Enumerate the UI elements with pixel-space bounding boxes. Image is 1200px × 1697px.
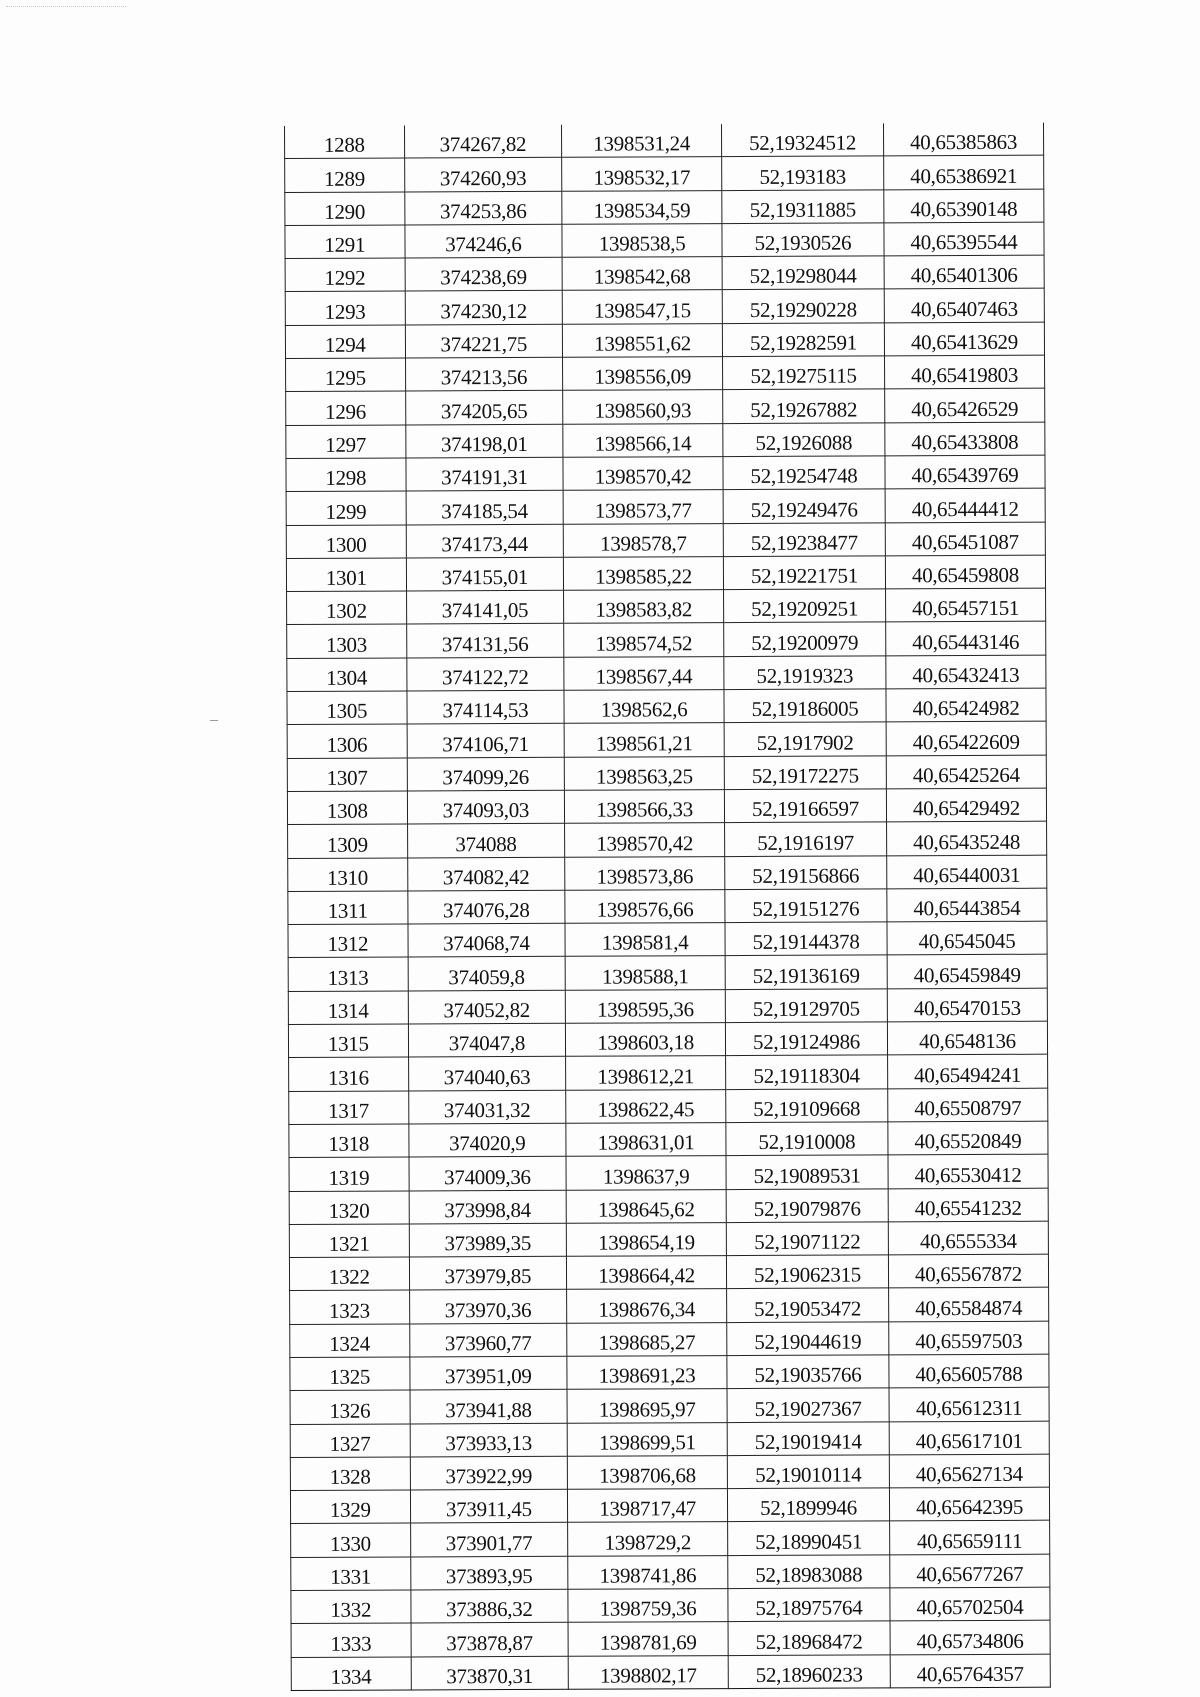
table-row — [286, 355, 1045, 392]
point-number-cell: 1333 — [291, 1623, 411, 1657]
point-number-cell: 1288 — [285, 125, 405, 158]
latitude-cell: 52,19124986 — [725, 1022, 887, 1056]
latitude-cell: 52,19311885 — [722, 189, 884, 223]
x-coordinate-cell: 374114,53 — [406, 690, 564, 724]
x-coordinate-cell: 374031,32 — [408, 1090, 566, 1124]
x-coordinate-cell: 373989,35 — [409, 1223, 567, 1257]
y-coordinate-cell: 1398603,18 — [566, 1023, 726, 1057]
longitude-cell: 40,65764357 — [890, 1654, 1050, 1688]
longitude-cell: 40,65413629 — [884, 322, 1044, 356]
header-scan-mark — [6, 6, 126, 13]
longitude-cell: 40,65433808 — [885, 422, 1045, 456]
x-coordinate-cell: 374246,6 — [404, 224, 562, 258]
latitude-cell: 52,19186005 — [724, 689, 886, 723]
x-coordinate-cell: 374131,56 — [406, 624, 564, 658]
x-coordinate-cell: 374238,69 — [405, 257, 563, 291]
latitude-cell: 52,19166597 — [724, 789, 886, 823]
point-number-cell: 1329 — [290, 1490, 410, 1524]
table-row — [285, 155, 1044, 192]
longitude-cell: 40,65395544 — [884, 222, 1044, 256]
y-coordinate-cell: 1398560,93 — [563, 390, 723, 424]
x-coordinate-cell: 373870,31 — [411, 1656, 569, 1690]
margin-mark — [210, 720, 218, 721]
point-number-cell: 1324 — [290, 1324, 410, 1358]
y-coordinate-cell: 1398717,47 — [568, 1489, 728, 1523]
table-row — [289, 1221, 1048, 1258]
point-number-cell: 1293 — [285, 291, 405, 325]
longitude-cell: 40,65567872 — [888, 1254, 1048, 1288]
point-number-cell: 1301 — [286, 558, 406, 592]
y-coordinate-cell: 1398781,69 — [568, 1622, 728, 1656]
x-coordinate-cell: 374230,12 — [405, 291, 563, 325]
longitude-cell: 40,65432413 — [886, 655, 1046, 689]
table-row — [287, 788, 1046, 825]
latitude-cell: 52,1930526 — [722, 223, 884, 257]
y-coordinate-cell: 1398562,6 — [564, 690, 724, 724]
x-coordinate-cell: 374082,42 — [407, 857, 565, 891]
y-coordinate-cell: 1398588,1 — [565, 956, 725, 990]
latitude-cell: 52,19136169 — [725, 955, 887, 989]
latitude-cell: 52,1899946 — [727, 1488, 889, 1522]
point-number-cell: 1311 — [288, 891, 408, 925]
point-number-cell: 1328 — [290, 1457, 410, 1491]
x-coordinate-cell: 374267,82 — [404, 125, 562, 158]
table-row — [285, 123, 1044, 159]
longitude-cell: 40,65425264 — [886, 755, 1046, 789]
y-coordinate-cell: 1398574,52 — [564, 623, 724, 657]
longitude-cell: 40,65444412 — [885, 488, 1045, 522]
point-number-cell: 1307 — [287, 758, 407, 792]
table-row — [288, 955, 1047, 992]
latitude-cell: 52,18975764 — [728, 1588, 890, 1622]
y-coordinate-cell: 1398573,86 — [565, 856, 725, 890]
latitude-cell: 52,19071122 — [726, 1222, 888, 1256]
longitude-cell: 40,65470153 — [887, 988, 1047, 1022]
point-number-cell: 1290 — [285, 192, 405, 226]
table-row — [289, 1088, 1048, 1125]
table-row — [286, 488, 1045, 525]
y-coordinate-cell: 1398664,42 — [567, 1256, 727, 1290]
latitude-cell: 52,19118304 — [726, 1055, 888, 1089]
y-coordinate-cell: 1398585,22 — [564, 556, 724, 590]
longitude-cell: 40,65627134 — [889, 1454, 1049, 1488]
y-coordinate-cell: 1398570,42 — [563, 457, 723, 491]
point-number-cell: 1303 — [287, 624, 407, 658]
table-row — [287, 622, 1046, 659]
y-coordinate-cell: 1398531,24 — [562, 124, 722, 157]
point-number-cell: 1310 — [288, 858, 408, 892]
longitude-cell: 40,65390148 — [884, 189, 1044, 223]
point-number-cell: 1304 — [287, 658, 407, 692]
x-coordinate-cell: 373960,77 — [409, 1323, 567, 1357]
longitude-cell: 40,65451087 — [885, 522, 1045, 556]
x-coordinate-cell: 374155,01 — [406, 557, 564, 591]
y-coordinate-cell: 1398566,14 — [563, 423, 723, 457]
y-coordinate-cell: 1398622,45 — [566, 1089, 726, 1123]
point-number-cell: 1316 — [289, 1057, 409, 1091]
y-coordinate-cell: 1398699,51 — [567, 1422, 727, 1456]
y-coordinate-cell: 1398570,42 — [565, 823, 725, 857]
point-number-cell: 1306 — [287, 724, 407, 758]
longitude-cell: 40,65443854 — [887, 888, 1047, 922]
table-row — [291, 1587, 1050, 1624]
latitude-cell: 52,1916197 — [725, 822, 887, 856]
y-coordinate-cell: 1398556,09 — [563, 357, 723, 391]
latitude-cell: 52,19027367 — [727, 1388, 889, 1422]
x-coordinate-cell: 373922,99 — [410, 1456, 568, 1490]
y-coordinate-cell: 1398534,59 — [562, 190, 722, 224]
table-row — [290, 1454, 1049, 1491]
point-number-cell: 1327 — [290, 1424, 410, 1458]
y-coordinate-cell: 1398631,01 — [566, 1122, 726, 1156]
point-number-cell: 1289 — [285, 158, 405, 192]
longitude-cell: 40,65530412 — [888, 1154, 1048, 1188]
x-coordinate-cell: 374009,36 — [409, 1156, 567, 1190]
point-number-cell: 1325 — [290, 1357, 410, 1391]
longitude-cell: 40,65597503 — [889, 1321, 1049, 1355]
x-coordinate-cell: 374059,8 — [408, 957, 566, 991]
latitude-cell: 52,19053472 — [727, 1288, 889, 1322]
point-number-cell: 1313 — [288, 957, 408, 991]
longitude-cell: 40,65426529 — [885, 389, 1045, 423]
longitude-cell: 40,6555334 — [888, 1221, 1048, 1255]
y-coordinate-cell: 1398547,15 — [562, 290, 722, 324]
table-row — [291, 1621, 1050, 1658]
table-row — [289, 1121, 1048, 1158]
y-coordinate-cell: 1398695,97 — [567, 1389, 727, 1423]
latitude-cell: 52,19324512 — [721, 123, 883, 157]
longitude-cell: 40,65457151 — [885, 588, 1045, 622]
x-coordinate-cell: 373979,85 — [409, 1256, 567, 1290]
point-number-cell: 1323 — [290, 1290, 410, 1324]
x-coordinate-cell: 374173,44 — [406, 524, 564, 558]
latitude-cell: 52,1917902 — [724, 722, 886, 756]
latitude-cell: 52,19275115 — [722, 356, 884, 390]
longitude-cell: 40,65407463 — [884, 289, 1044, 323]
table-row — [287, 755, 1046, 792]
latitude-cell: 52,18968472 — [728, 1621, 890, 1655]
longitude-cell: 40,65541232 — [888, 1188, 1048, 1222]
y-coordinate-cell: 1398691,23 — [567, 1356, 727, 1390]
y-coordinate-cell: 1398685,27 — [567, 1322, 727, 1356]
latitude-cell: 52,1910008 — [726, 1122, 888, 1156]
table-row — [288, 1021, 1047, 1058]
y-coordinate-cell: 1398578,7 — [563, 523, 723, 557]
table-row — [289, 1188, 1048, 1225]
longitude-cell: 40,65605788 — [889, 1354, 1049, 1388]
table-row — [286, 455, 1045, 492]
y-coordinate-cell: 1398741,86 — [568, 1555, 728, 1589]
x-coordinate-cell: 374020,9 — [408, 1123, 566, 1157]
y-coordinate-cell: 1398532,17 — [562, 157, 722, 191]
y-coordinate-cell: 1398637,9 — [566, 1156, 726, 1190]
longitude-cell: 40,65677267 — [890, 1554, 1050, 1588]
table-row — [285, 189, 1044, 226]
point-number-cell: 1330 — [291, 1523, 411, 1557]
x-coordinate-cell: 374068,74 — [407, 923, 565, 957]
table-row — [289, 1054, 1048, 1091]
longitude-cell: 40,65401306 — [884, 255, 1044, 289]
latitude-cell: 52,19109668 — [726, 1088, 888, 1122]
table-row — [290, 1487, 1049, 1524]
longitude-cell: 40,65422609 — [886, 722, 1046, 756]
table-row — [288, 821, 1047, 858]
longitude-cell: 40,65612311 — [889, 1387, 1049, 1421]
latitude-cell: 52,19238477 — [723, 522, 885, 556]
latitude-cell: 52,19172275 — [724, 756, 886, 790]
x-coordinate-cell: 373951,09 — [409, 1356, 567, 1390]
point-number-cell: 1300 — [286, 525, 406, 559]
longitude-cell: 40,65659111 — [890, 1521, 1050, 1555]
y-coordinate-cell: 1398538,5 — [562, 223, 722, 257]
x-coordinate-cell: 374093,03 — [407, 790, 565, 824]
y-coordinate-cell: 1398706,68 — [567, 1455, 727, 1489]
point-number-cell: 1295 — [286, 358, 406, 392]
longitude-cell: 40,65459849 — [887, 955, 1047, 989]
table-row — [289, 1154, 1048, 1191]
x-coordinate-cell: 374185,54 — [406, 491, 564, 525]
x-coordinate-cell: 374122,72 — [406, 657, 564, 691]
latitude-cell: 52,19156866 — [725, 855, 887, 889]
longitude-cell: 40,6545045 — [887, 921, 1047, 955]
point-number-cell: 1318 — [289, 1124, 409, 1158]
longitude-cell: 40,65419803 — [884, 355, 1044, 389]
x-coordinate-cell: 373970,36 — [409, 1290, 567, 1324]
point-number-cell: 1299 — [286, 491, 406, 525]
x-coordinate-cell: 374106,71 — [407, 724, 565, 758]
longitude-cell: 40,65734806 — [890, 1621, 1050, 1655]
longitude-cell: 40,65435248 — [886, 821, 1046, 855]
table-row — [288, 888, 1047, 925]
table-row — [286, 555, 1045, 592]
y-coordinate-cell: 1398645,62 — [566, 1189, 726, 1223]
latitude-cell: 52,18983088 — [728, 1555, 890, 1589]
table-row — [290, 1321, 1049, 1358]
latitude-cell: 52,19282591 — [722, 323, 884, 357]
table-row — [290, 1354, 1049, 1391]
y-coordinate-cell: 1398759,36 — [568, 1589, 728, 1623]
x-coordinate-cell: 373901,77 — [410, 1523, 568, 1557]
point-number-cell: 1331 — [291, 1557, 411, 1591]
x-coordinate-cell: 374052,82 — [408, 990, 566, 1024]
x-coordinate-cell: 374141,05 — [406, 590, 564, 624]
point-number-cell: 1319 — [289, 1157, 409, 1191]
latitude-cell: 52,19221751 — [723, 556, 885, 590]
y-coordinate-cell: 1398563,25 — [564, 756, 724, 790]
longitude-cell: 40,65617101 — [889, 1421, 1049, 1455]
x-coordinate-cell: 374191,31 — [405, 457, 563, 491]
latitude-cell: 52,1926088 — [723, 423, 885, 457]
latitude-cell: 52,19062315 — [726, 1255, 888, 1289]
point-number-cell: 1314 — [288, 991, 408, 1025]
x-coordinate-cell: 374253,86 — [404, 191, 562, 225]
point-number-cell: 1320 — [289, 1190, 409, 1224]
latitude-cell: 52,19035766 — [727, 1355, 889, 1389]
x-coordinate-cell: 374205,65 — [405, 391, 563, 425]
point-number-cell: 1305 — [287, 691, 407, 725]
x-coordinate-cell: 374099,26 — [407, 757, 565, 791]
y-coordinate-cell: 1398612,21 — [566, 1056, 726, 1090]
table-row — [288, 855, 1047, 892]
latitude-cell: 52,19298044 — [722, 256, 884, 290]
table-row — [287, 688, 1046, 725]
y-coordinate-cell: 1398576,66 — [565, 889, 725, 923]
x-coordinate-cell: 373933,13 — [410, 1423, 568, 1457]
latitude-cell: 52,19249476 — [723, 489, 885, 523]
x-coordinate-cell: 374047,8 — [408, 1023, 566, 1057]
y-coordinate-cell: 1398542,68 — [562, 257, 722, 291]
table-row — [288, 921, 1047, 958]
latitude-cell: 52,19254748 — [723, 456, 885, 490]
latitude-cell: 52,19290228 — [722, 289, 884, 323]
table-row — [286, 522, 1045, 559]
longitude-cell: 40,65386921 — [884, 155, 1044, 189]
coordinates-table — [284, 123, 1051, 1691]
y-coordinate-cell: 1398566,33 — [565, 790, 725, 824]
table-row — [287, 588, 1046, 625]
point-number-cell: 1292 — [285, 258, 405, 292]
table-row — [290, 1421, 1049, 1458]
y-coordinate-cell: 1398581,4 — [565, 923, 725, 957]
table-row — [289, 1254, 1048, 1291]
x-coordinate-cell: 373878,87 — [411, 1623, 569, 1657]
longitude-cell: 40,65385863 — [883, 123, 1043, 156]
latitude-cell: 52,1919323 — [724, 656, 886, 690]
longitude-cell: 40,65439769 — [885, 455, 1045, 489]
point-number-cell: 1297 — [286, 425, 406, 459]
x-coordinate-cell: 374040,63 — [408, 1057, 566, 1091]
longitude-cell: 40,65443146 — [886, 622, 1046, 656]
latitude-cell: 52,18990451 — [728, 1521, 890, 1555]
point-number-cell: 1321 — [289, 1224, 409, 1258]
longitude-cell: 40,65520849 — [888, 1121, 1048, 1155]
longitude-cell: 40,65494241 — [888, 1054, 1048, 1088]
latitude-cell: 52,19151276 — [725, 889, 887, 923]
latitude-cell: 52,19144378 — [725, 922, 887, 956]
point-number-cell: 1312 — [288, 924, 408, 958]
latitude-cell: 52,19079876 — [726, 1188, 888, 1222]
longitude-cell: 40,65440031 — [887, 855, 1047, 889]
table-row — [287, 722, 1046, 759]
x-coordinate-cell: 374198,01 — [405, 424, 563, 458]
y-coordinate-cell: 1398802,17 — [568, 1655, 728, 1689]
table-row — [291, 1654, 1050, 1691]
table-row — [285, 255, 1044, 292]
y-coordinate-cell: 1398573,77 — [563, 490, 723, 524]
table-row — [286, 422, 1045, 459]
point-number-cell: 1291 — [285, 225, 405, 259]
y-coordinate-cell: 1398561,21 — [564, 723, 724, 757]
x-coordinate-cell: 373886,32 — [410, 1589, 568, 1623]
latitude-cell: 52,19267882 — [723, 389, 885, 423]
table-row — [285, 289, 1044, 326]
x-coordinate-cell: 373998,84 — [409, 1190, 567, 1224]
point-number-cell: 1322 — [289, 1257, 409, 1291]
latitude-cell: 52,19129705 — [725, 989, 887, 1023]
latitude-cell: 52,19200979 — [724, 622, 886, 656]
table-row — [286, 389, 1045, 426]
longitude-cell: 40,65459808 — [885, 555, 1045, 589]
latitude-cell: 52,19010114 — [727, 1455, 889, 1489]
y-coordinate-cell: 1398676,34 — [567, 1289, 727, 1323]
table-row — [291, 1554, 1050, 1591]
y-coordinate-cell: 1398551,62 — [563, 323, 723, 357]
x-coordinate-cell: 374213,56 — [405, 357, 563, 391]
latitude-cell: 52,193183 — [722, 156, 884, 190]
x-coordinate-cell: 373893,95 — [410, 1556, 568, 1590]
y-coordinate-cell: 1398654,19 — [566, 1222, 726, 1256]
y-coordinate-cell: 1398583,82 — [564, 590, 724, 624]
point-number-cell: 1334 — [291, 1657, 411, 1691]
longitude-cell: 40,65642395 — [889, 1487, 1049, 1521]
table-row — [285, 322, 1044, 359]
point-number-cell: 1317 — [289, 1091, 409, 1125]
longitude-cell: 40,65584874 — [889, 1288, 1049, 1322]
longitude-cell: 40,6548136 — [887, 1021, 1047, 1055]
latitude-cell: 52,19089531 — [726, 1155, 888, 1189]
table-row — [287, 655, 1046, 692]
table-row — [288, 988, 1047, 1025]
point-number-cell: 1294 — [285, 325, 405, 359]
x-coordinate-cell: 373941,88 — [410, 1390, 568, 1424]
x-coordinate-cell: 374221,75 — [405, 324, 563, 358]
y-coordinate-cell: 1398567,44 — [564, 656, 724, 690]
point-number-cell: 1296 — [286, 391, 406, 425]
x-coordinate-cell: 374076,28 — [407, 890, 565, 924]
longitude-cell: 40,65429492 — [886, 788, 1046, 822]
point-number-cell: 1308 — [287, 791, 407, 825]
x-coordinate-cell: 374260,93 — [404, 158, 562, 192]
longitude-cell: 40,65424982 — [886, 688, 1046, 722]
longitude-cell: 40,65702504 — [890, 1587, 1050, 1621]
point-number-cell: 1298 — [286, 458, 406, 492]
latitude-cell: 52,19044619 — [727, 1322, 889, 1356]
y-coordinate-cell: 1398729,2 — [568, 1522, 728, 1556]
table-row — [290, 1387, 1049, 1424]
latitude-cell: 52,19019414 — [727, 1421, 889, 1455]
longitude-cell: 40,65508797 — [888, 1088, 1048, 1122]
point-number-cell: 1315 — [288, 1024, 408, 1058]
table-row — [285, 222, 1044, 259]
coordinates-table-body — [285, 123, 1051, 1691]
y-coordinate-cell: 1398595,36 — [565, 989, 725, 1023]
x-coordinate-cell: 373911,45 — [410, 1489, 568, 1523]
point-number-cell: 1302 — [287, 591, 407, 625]
point-number-cell: 1309 — [288, 824, 408, 858]
table-row — [291, 1521, 1050, 1558]
table-row — [290, 1288, 1049, 1325]
latitude-cell: 52,18960233 — [728, 1655, 890, 1689]
point-number-cell: 1332 — [291, 1590, 411, 1624]
x-coordinate-cell: 374088 — [407, 824, 565, 858]
latitude-cell: 52,19209251 — [724, 589, 886, 623]
point-number-cell: 1326 — [290, 1390, 410, 1424]
